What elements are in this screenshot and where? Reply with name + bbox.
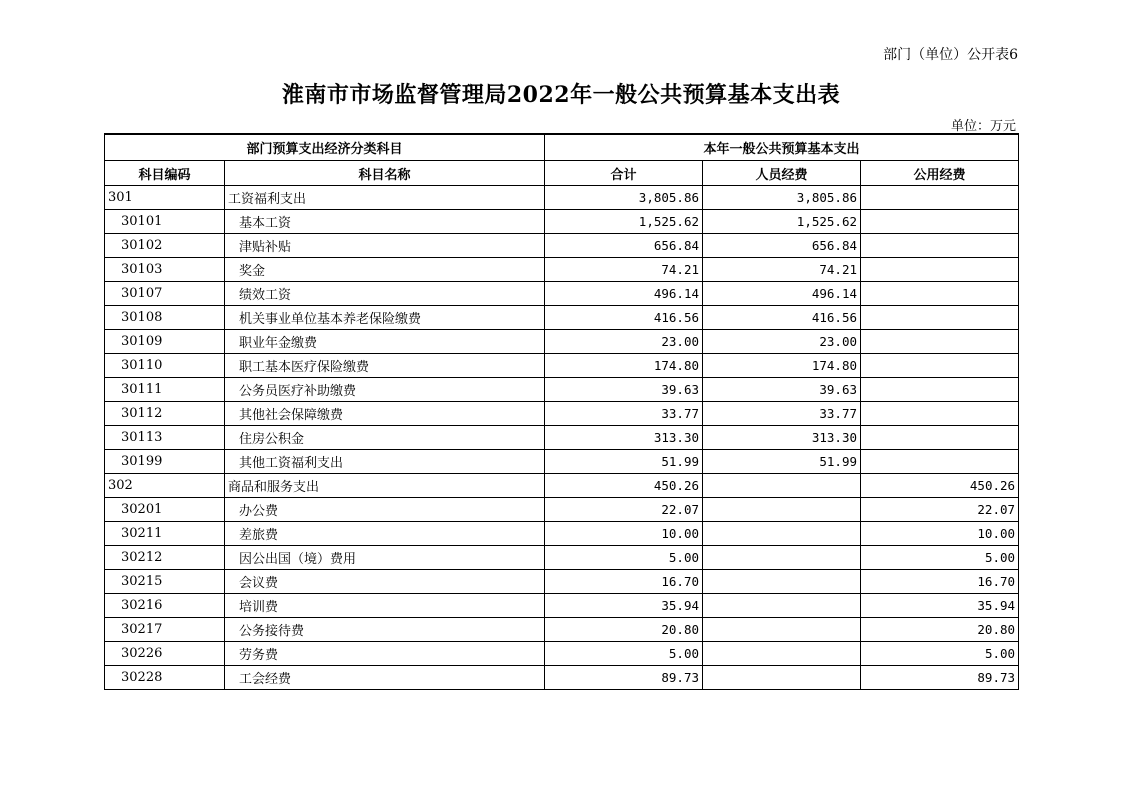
cell-total: 89.73 — [545, 666, 703, 690]
table-row — [105, 330, 1019, 354]
table-body — [105, 186, 1019, 690]
page-title: 淮南市市场监督管理局2022年一般公共预算基本支出表 — [281, 82, 841, 108]
cell-name: 职工基本医疗保险缴费 — [225, 354, 545, 378]
cell-personnel: 39.63 — [703, 378, 861, 402]
table-row — [105, 474, 1019, 498]
cell-personnel: 1,525.62 — [703, 210, 861, 234]
cell-public — [861, 306, 1019, 330]
cell-name: 会议费 — [225, 570, 545, 594]
cell-name: 培训费 — [225, 594, 545, 618]
cell-code: 30111 — [105, 378, 225, 402]
cell-code: 302 — [105, 474, 225, 498]
cell-code: 30113 — [105, 426, 225, 450]
budget-table — [104, 133, 1019, 690]
cell-personnel: 3,805.86 — [703, 186, 861, 210]
cell-name: 工资福利支出 — [225, 186, 545, 210]
column-header-personnel: 人员经费 — [703, 161, 861, 186]
table-row — [105, 450, 1019, 474]
cell-name: 其他社会保障缴费 — [225, 402, 545, 426]
cell-code: 301 — [105, 186, 225, 210]
group-header-row — [105, 134, 1019, 161]
cell-personnel: 51.99 — [703, 450, 861, 474]
cell-name: 奖金 — [225, 258, 545, 282]
cell-total: 416.56 — [545, 306, 703, 330]
cell-public — [861, 378, 1019, 402]
cell-total: 5.00 — [545, 546, 703, 570]
cell-name: 差旅费 — [225, 522, 545, 546]
table-row — [105, 522, 1019, 546]
cell-personnel — [703, 618, 861, 642]
cell-total: 5.00 — [545, 642, 703, 666]
cell-name: 工会经费 — [225, 666, 545, 690]
table-row — [105, 354, 1019, 378]
cell-total: 174.80 — [545, 354, 703, 378]
table-row — [105, 642, 1019, 666]
cell-name: 办公费 — [225, 498, 545, 522]
table-row — [105, 258, 1019, 282]
cell-total: 3,805.86 — [545, 186, 703, 210]
cell-personnel: 23.00 — [703, 330, 861, 354]
cell-code: 30201 — [105, 498, 225, 522]
table-row — [105, 618, 1019, 642]
cell-personnel — [703, 474, 861, 498]
cell-code: 30108 — [105, 306, 225, 330]
cell-personnel — [703, 546, 861, 570]
cell-name: 劳务费 — [225, 642, 545, 666]
cell-name: 其他工资福利支出 — [225, 450, 545, 474]
cell-public: 35.94 — [861, 594, 1019, 618]
cell-code: 30216 — [105, 594, 225, 618]
cell-total: 35.94 — [545, 594, 703, 618]
cell-code: 30228 — [105, 666, 225, 690]
cell-public — [861, 282, 1019, 306]
cell-personnel — [703, 570, 861, 594]
cell-total: 20.80 — [545, 618, 703, 642]
cell-code: 30103 — [105, 258, 225, 282]
cell-public: 5.00 — [861, 546, 1019, 570]
cell-public — [861, 186, 1019, 210]
group-header-basic-expenditure: 本年一般公共预算基本支出 — [545, 134, 1019, 161]
table-row — [105, 186, 1019, 210]
cell-personnel: 416.56 — [703, 306, 861, 330]
cell-personnel: 74.21 — [703, 258, 861, 282]
cell-total: 51.99 — [545, 450, 703, 474]
cell-public — [861, 210, 1019, 234]
cell-personnel — [703, 498, 861, 522]
cell-code: 30226 — [105, 642, 225, 666]
cell-code: 30107 — [105, 282, 225, 306]
table-row — [105, 306, 1019, 330]
cell-personnel: 313.30 — [703, 426, 861, 450]
cell-public — [861, 234, 1019, 258]
cell-personnel: 496.14 — [703, 282, 861, 306]
cell-code: 30212 — [105, 546, 225, 570]
cell-total: 74.21 — [545, 258, 703, 282]
cell-code: 30112 — [105, 402, 225, 426]
cell-total: 22.07 — [545, 498, 703, 522]
column-header-public: 公用经费 — [861, 161, 1019, 186]
cell-name: 机关事业单位基本养老保险缴费 — [225, 306, 545, 330]
table-row — [105, 666, 1019, 690]
cell-personnel: 656.84 — [703, 234, 861, 258]
table-row — [105, 498, 1019, 522]
cell-name: 因公出国（境）费用 — [225, 546, 545, 570]
cell-total: 33.77 — [545, 402, 703, 426]
cell-code: 30102 — [105, 234, 225, 258]
cell-public: 16.70 — [861, 570, 1019, 594]
cell-total: 656.84 — [545, 234, 703, 258]
cell-total: 23.00 — [545, 330, 703, 354]
cell-public: 450.26 — [861, 474, 1019, 498]
cell-code: 30101 — [105, 210, 225, 234]
cell-name: 基本工资 — [225, 210, 545, 234]
cell-total: 313.30 — [545, 426, 703, 450]
unit-label: 单位：万元 — [950, 119, 1016, 134]
cell-personnel — [703, 522, 861, 546]
cell-public — [861, 330, 1019, 354]
table-row — [105, 594, 1019, 618]
cell-name: 绩效工资 — [225, 282, 545, 306]
cell-total: 1,525.62 — [545, 210, 703, 234]
cell-name: 公务接待费 — [225, 618, 545, 642]
cell-name: 公务员医疗补助缴费 — [225, 378, 545, 402]
cell-code: 30110 — [105, 354, 225, 378]
column-header-name: 科目名称 — [225, 161, 545, 186]
table-row — [105, 570, 1019, 594]
cell-public — [861, 450, 1019, 474]
cell-code: 30199 — [105, 450, 225, 474]
cell-total: 39.63 — [545, 378, 703, 402]
cell-total: 16.70 — [545, 570, 703, 594]
cell-public: 5.00 — [861, 642, 1019, 666]
table-row — [105, 210, 1019, 234]
cell-public — [861, 426, 1019, 450]
cell-name: 津贴补贴 — [225, 234, 545, 258]
cell-name: 职业年金缴费 — [225, 330, 545, 354]
cell-personnel — [703, 666, 861, 690]
cell-code: 30211 — [105, 522, 225, 546]
cell-total: 450.26 — [545, 474, 703, 498]
cell-public: 20.80 — [861, 618, 1019, 642]
cell-public — [861, 354, 1019, 378]
document-code: 部门（单位）公开表6 — [883, 47, 1018, 63]
cell-public: 22.07 — [861, 498, 1019, 522]
cell-public: 89.73 — [861, 666, 1019, 690]
cell-personnel — [703, 642, 861, 666]
cell-personnel: 33.77 — [703, 402, 861, 426]
cell-public — [861, 402, 1019, 426]
cell-public: 10.00 — [861, 522, 1019, 546]
table-row — [105, 546, 1019, 570]
cell-code: 30109 — [105, 330, 225, 354]
cell-total: 10.00 — [545, 522, 703, 546]
cell-personnel — [703, 594, 861, 618]
table-row — [105, 402, 1019, 426]
cell-code: 30215 — [105, 570, 225, 594]
table-row — [105, 378, 1019, 402]
column-header-total: 合计 — [545, 161, 703, 186]
table-row — [105, 282, 1019, 306]
table-row — [105, 234, 1019, 258]
cell-personnel: 174.80 — [703, 354, 861, 378]
cell-name: 住房公积金 — [225, 426, 545, 450]
cell-total: 496.14 — [545, 282, 703, 306]
column-header-code: 科目编码 — [105, 161, 225, 186]
table-row — [105, 426, 1019, 450]
cell-code: 30217 — [105, 618, 225, 642]
cell-public — [861, 258, 1019, 282]
cell-name: 商品和服务支出 — [225, 474, 545, 498]
column-header-row — [105, 161, 1019, 186]
group-header-classification: 部门预算支出经济分类科目 — [105, 134, 545, 161]
